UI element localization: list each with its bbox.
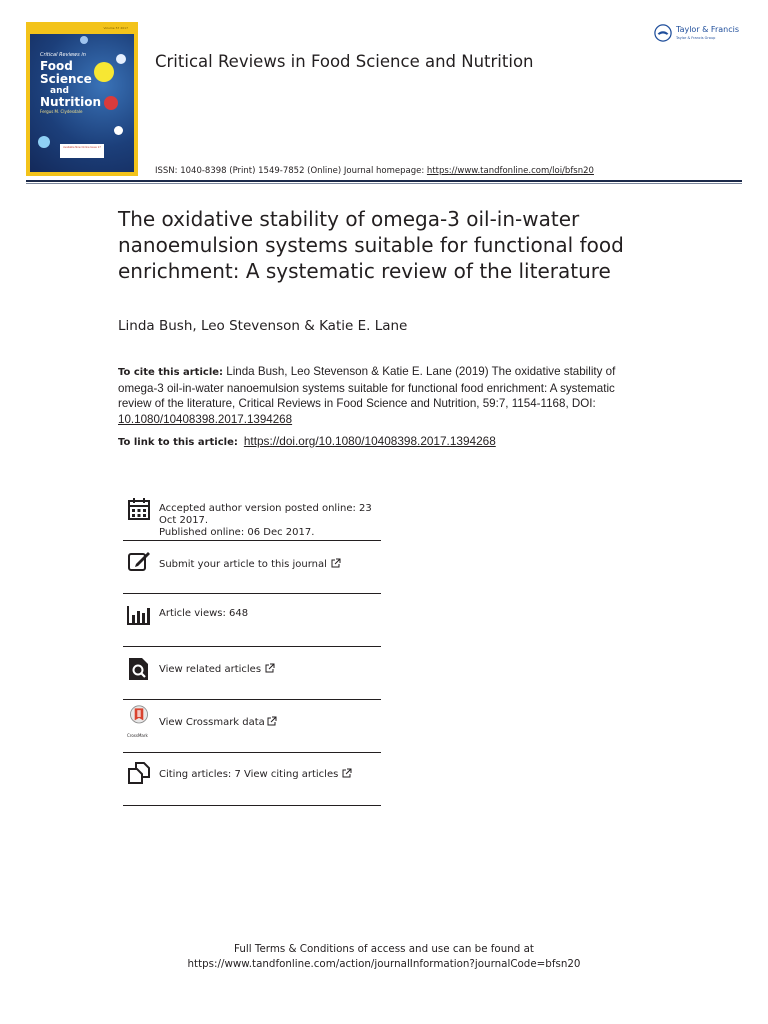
terms-footer [0, 942, 768, 972]
citation-block [118, 364, 648, 427]
calendar-icon [127, 497, 151, 521]
article-doi-link[interactable]: https://doi.org/10.1080/10408398.2017.1394268 [243, 434, 496, 448]
citing-articles-icon [127, 761, 151, 785]
article-views-row [123, 594, 381, 647]
cite-text: Linda Bush, Leo Stevenson & Katie E. Lane (2019) The oxidative stability of omega-3 oil-in-water nanoemulsion systems suitable for functional food enrichment: A systematic review of the literature, Critical Reviews in Food Science and Nutrition, 59:7, 1154-1168, DOI: [118, 365, 616, 410]
article-title: The oxidative stability of omega-3 oil-in-water nanoemulsion systems suitable for functional food enrichment: A systematic review of the literature [118, 207, 624, 283]
header-divider-thin [26, 183, 742, 184]
accepted-date: Accepted author version posted online: 23 Oct 2017. [159, 503, 372, 526]
cite-doi-link[interactable]: 10.1080/10408398.2017.1394268 [118, 412, 293, 426]
terms-text: Full Terms & Conditions of access and use can be found at [234, 943, 534, 955]
external-link-icon [342, 768, 352, 778]
edit-icon [127, 549, 151, 573]
cover-title-line1: Food [40, 59, 73, 73]
crossmark-icon-label: CrossMark [127, 733, 148, 738]
related-articles-link[interactable]: View related articles [159, 664, 262, 675]
publisher-group: Taylor & Francis Group [676, 36, 716, 40]
article-info-list [123, 493, 381, 806]
link-label: To link to this article: [118, 437, 238, 448]
cover-title-line3: and [50, 86, 69, 96]
article-link-line [118, 434, 496, 448]
external-link-icon [267, 716, 277, 726]
publisher-logo-icon [654, 24, 672, 42]
article-views: Article views: 648 [159, 608, 249, 619]
crossmark-icon [127, 705, 151, 729]
cover-issue-label: Available Now Online Issue 17 [60, 144, 104, 158]
journal-cover-image [26, 22, 138, 176]
cover-small-title: Critical Reviews in [40, 52, 86, 58]
cover-editor: Fergus M. Clydesdale [40, 109, 83, 114]
related-articles-row[interactable] [123, 647, 381, 700]
published-date: Published online: 06 Dec 2017. [159, 527, 315, 538]
submit-article-row[interactable] [123, 541, 381, 594]
publisher-name: Taylor & Francis [676, 25, 739, 34]
cite-label: To cite this article: [118, 367, 224, 378]
publisher-logo[interactable] [654, 22, 749, 46]
bar-chart-icon [127, 602, 151, 626]
citing-articles-link[interactable]: Citing articles: 7 View citing articles [159, 769, 339, 780]
document-search-icon [127, 657, 151, 681]
issn-text: ISSN: 1040-8398 (Print) 1549-7852 (Online) Journal homepage: [155, 166, 427, 176]
header-divider [26, 180, 742, 182]
journal-homepage-link[interactable]: https://www.tandfonline.com/loi/bfsn20 [426, 166, 594, 176]
cover-title-line2: Science [40, 72, 92, 86]
issn-line [155, 166, 594, 176]
crossmark-row[interactable] [123, 700, 381, 753]
citing-articles-row[interactable] [123, 753, 381, 806]
cover-title-line4: Nutrition [40, 95, 101, 109]
article-authors: Linda Bush, Leo Stevenson & Katie E. Lane [118, 318, 408, 334]
external-link-icon [331, 558, 341, 568]
crossmark-link[interactable]: View Crossmark data [159, 717, 265, 728]
submit-article-link[interactable]: Submit your article to this journal [159, 559, 327, 570]
journal-title[interactable]: Critical Reviews in Food Science and Nutrition [155, 52, 534, 71]
cover-volume-label: Volume 57 2017 [103, 26, 128, 30]
external-link-icon [265, 663, 275, 673]
terms-link[interactable]: https://www.tandfonline.com/action/journalInformation?journalCode=bfsn20 [187, 958, 581, 970]
publication-dates-row [123, 493, 381, 541]
